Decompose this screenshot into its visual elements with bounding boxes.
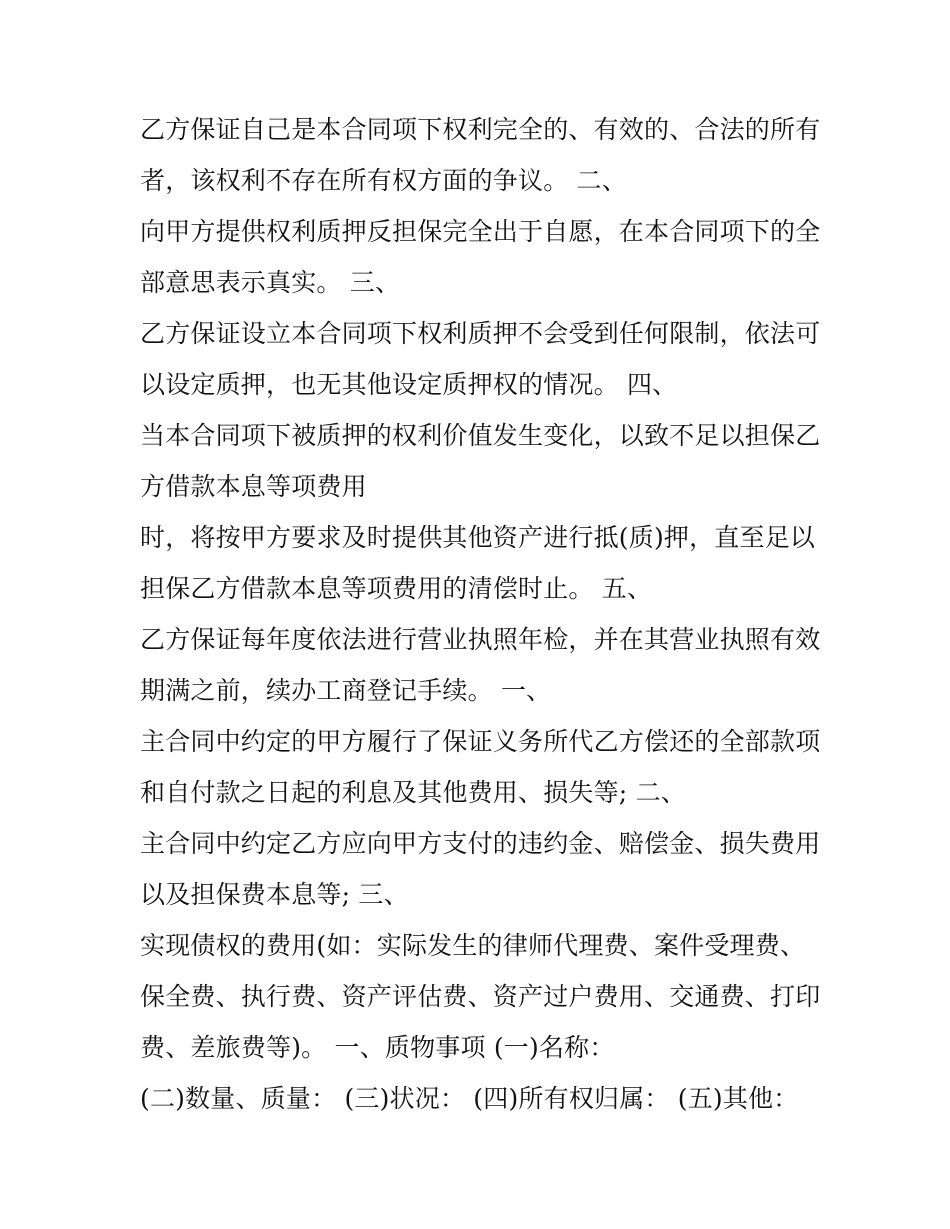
text-line: 时，将按甲方要求及时提供其他资产进行抵(质)押，直至足以 — [140, 523, 816, 552]
text-line: 者，该权利不存在所有权方面的争议。 二、 — [140, 166, 627, 195]
text-line: 实现债权的费用(如：实际发生的律师代理费、案件受理费、 — [140, 931, 806, 960]
text-line: 主合同中约定的甲方履行了保证义务所代乙方偿还的全部款项 — [140, 727, 821, 756]
text-line: 乙方保证每年度依法进行营业执照年检，并在其营业执照有效 — [140, 625, 821, 654]
document-body — [140, 104, 830, 1124]
text-line: 乙方保证自己是本合同项下权利完全的、有效的、合法的所有 — [140, 115, 821, 144]
text-line: 担保乙方借款本息等项费用的清偿时止。 五、 — [140, 574, 653, 603]
text-line: 向甲方提供权利质押反担保完全出于自愿，在本合同项下的全 — [140, 217, 821, 246]
text-line: 以及担保费本息等; 三、 — [140, 880, 409, 909]
text-line: 期满之前，续办工商登记手续。 一、 — [140, 676, 552, 705]
text-line: (二)数量、质量： (三)状况： (四)所有权归属： (五)其他： — [140, 1084, 799, 1113]
text-line: 以设定质押，也无其他设定质押权的情况。 四、 — [140, 370, 678, 399]
text-line: 当本合同项下被质押的权利价值发生变化，以致不足以担保乙 — [140, 421, 821, 450]
text-line: 部意思表示真实。 三、 — [140, 268, 401, 297]
text-line: 保全费、执行费、资产评估费、资产过户费用、交通费、打印 — [140, 982, 821, 1011]
text-line: 乙方保证设立本合同项下权利质押不会受到任何限制，依法可 — [140, 319, 821, 348]
text-line: 方借款本息等项费用 — [140, 472, 367, 501]
text-line: 主合同中约定乙方应向甲方支付的违约金、赔偿金、损失费用 — [140, 829, 821, 858]
text-line: 费、差旅费等)。 一、质物事项 (一)名称： — [140, 1033, 615, 1062]
text-line: 和自付款之日起的利息及其他费用、损失等; 二、 — [140, 778, 686, 807]
